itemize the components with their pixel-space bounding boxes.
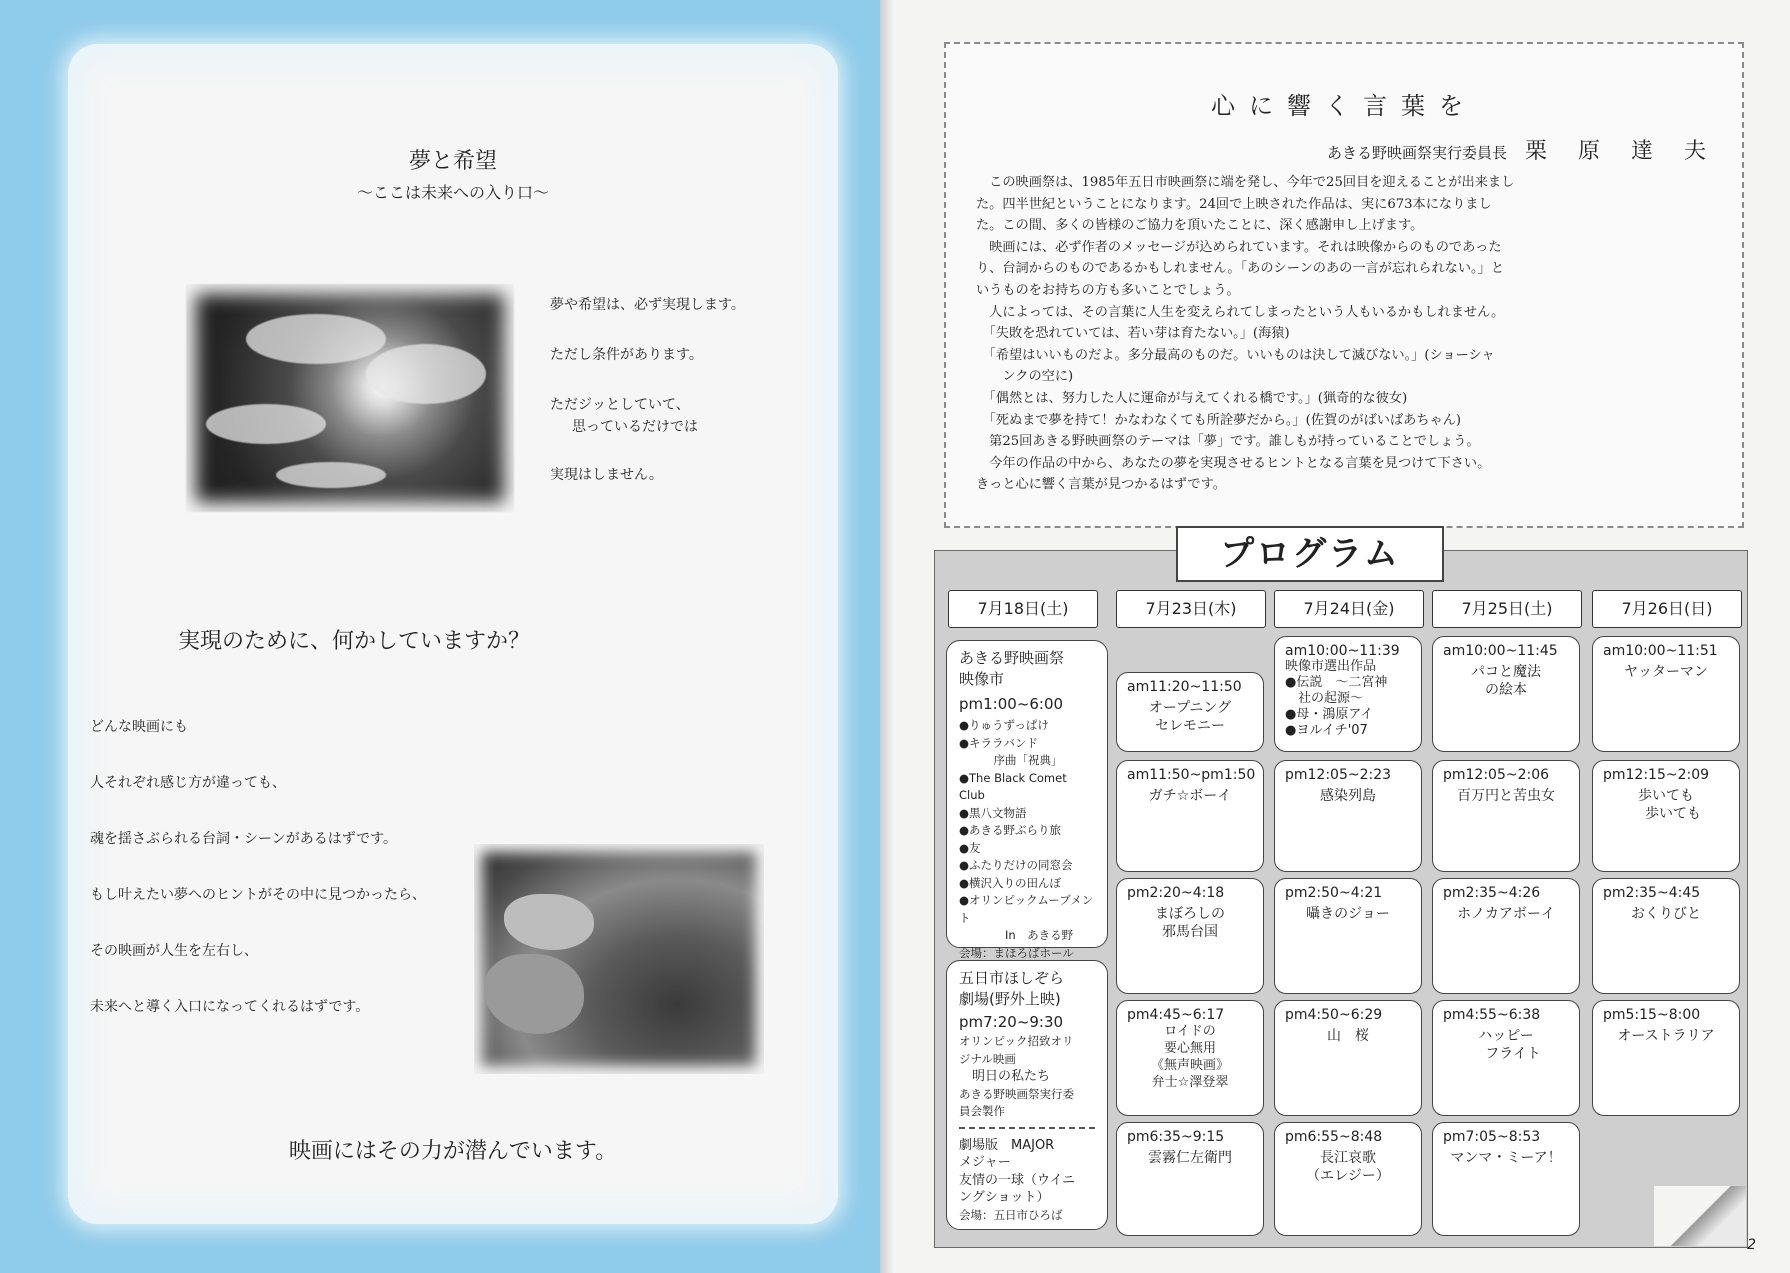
cell-title: 雲霧仁左衛門 xyxy=(1148,1150,1232,1166)
cloud-shape xyxy=(366,344,486,404)
cell-title: 感染列島 xyxy=(1320,788,1376,804)
cell-title: おくりびと xyxy=(1631,906,1701,922)
block-item: ●The Black Comet Club xyxy=(959,770,1067,802)
cell-title: オープニング セレモニー xyxy=(1148,700,1232,734)
cell-time: pm6:35~9:15 xyxy=(1127,1129,1225,1145)
left-content-panel xyxy=(68,44,838,1224)
cell-time: pm6:55~8:48 xyxy=(1285,1129,1383,1145)
block-time: pm7:20~9:30 xyxy=(959,1013,1064,1031)
message-line: 人によっては、その言葉に人生を変えられてしまったという人もいるかもしれません。 xyxy=(976,304,1505,320)
body-line: 魂を揺さぶられる台詞・シーンがあるはずです。 xyxy=(90,831,398,847)
program-cell xyxy=(1116,1122,1264,1236)
date-header: 7月18日(土) xyxy=(948,590,1098,628)
body-line: もし叶えたい夢へのヒントがその中に見つかったら、 xyxy=(90,887,426,903)
cell-title: 囁きのジョー xyxy=(1306,906,1390,922)
cell-time: pm2:35~4:26 xyxy=(1443,885,1541,901)
cell-title: ヤッターマン xyxy=(1624,664,1708,680)
water-basin-photo xyxy=(474,844,764,1074)
cell-time: pm2:35~4:45 xyxy=(1603,885,1701,901)
cell-time: am10:00~11:51 xyxy=(1603,643,1718,659)
body-line: その映画が人生を左右し、 xyxy=(90,943,258,959)
cell-title: まぼろしの 邪馬台国 xyxy=(1155,906,1225,940)
poem-line: 夢や希望は、必ず実現します。 xyxy=(550,297,745,313)
body-line: 未来へと導く入口になってくれるはずです。 xyxy=(90,999,370,1015)
program-cell xyxy=(1116,1000,1264,1116)
date-header: 7月26日(日) xyxy=(1592,590,1742,628)
day1-block-hoshizora xyxy=(946,960,1108,1230)
block-item: ●横沢入りの田んぼ xyxy=(959,875,1062,890)
date-header: 7月25日(土) xyxy=(1432,590,1582,628)
cell-time: pm4:50~6:29 xyxy=(1285,1007,1383,1023)
program-cell xyxy=(1432,1122,1580,1236)
program-cell xyxy=(1116,760,1264,872)
block-item: 会場：五日市ひろば xyxy=(959,1207,1063,1222)
program-cell xyxy=(1274,1122,1422,1236)
program-cell xyxy=(1116,878,1264,994)
page-curl-decoration xyxy=(1654,1186,1746,1246)
section-question: 実現のために、何かしていますか？ xyxy=(178,629,531,654)
program-cell xyxy=(1592,760,1740,872)
cell-time: pm4:45~6:17 xyxy=(1127,1007,1225,1023)
block-item: ●あきる野ぶらり旅 xyxy=(959,823,1062,837)
message-line: 映画には、必ず作者のメッセージが込められています。それは映像からのものであった xyxy=(976,239,1502,255)
page-title: 夢と希望 xyxy=(408,149,497,174)
date-header: 7月23日(木) xyxy=(1116,590,1266,628)
message-line: 今年の作品の中から、あなたの夢を実現させるヒントとなる言葉を見つけて下さい。 xyxy=(976,455,1491,471)
block-item: ●キララバンド xyxy=(959,735,1039,750)
cell-title: 歩いても 歩いても xyxy=(1638,788,1701,822)
program-cell xyxy=(1432,878,1580,994)
message-line: 第25回あきる野映画祭のテーマは「夢」です。誰しもが持っていることでしょう。 xyxy=(976,434,1480,450)
block-item: 友情の一球（ウイニ xyxy=(959,1172,1076,1188)
right-page xyxy=(894,0,1790,1273)
program-cell xyxy=(1432,760,1580,872)
left-page xyxy=(0,0,880,1273)
program-cell xyxy=(1592,878,1740,994)
body-line: どんな映画にも xyxy=(90,719,188,735)
cell-time: pm5:15~8:00 xyxy=(1603,1007,1701,1023)
message-line: 「偶然とは、努力した人に運命が与えてくれる橋です。」(猟奇的な彼女) xyxy=(976,390,1408,406)
page-number: 2 xyxy=(1747,1237,1756,1253)
block-item: あきる野映画祭実行委 xyxy=(959,1086,1074,1101)
message-line: きっと心に響く言葉が見つかるはずです。 xyxy=(976,477,1226,493)
block-item: ●ふたりだけの同窓会 xyxy=(959,858,1073,872)
block-item: ●りゅうずっぱけ xyxy=(959,718,1049,732)
sky-photo xyxy=(186,284,514,512)
program-cell xyxy=(1592,1000,1740,1116)
cell-time: am10:00~11:39 xyxy=(1285,643,1400,659)
message-line: た。四半世紀ということになります。24回で上映された作品は、実に673本になりまし xyxy=(976,196,1492,212)
program-cell xyxy=(1592,636,1740,752)
block-title: 劇場版 MAJOR xyxy=(959,1137,1055,1153)
cell-title: 映像市選出作品 ●伝説 〜二宮神 社の起源〜 ●母・鴻原アイ ●ヨルイチ'07 xyxy=(1285,659,1388,738)
author-name: 栗 原 達 夫 xyxy=(1525,139,1718,164)
cell-time: pm12:05~2:06 xyxy=(1443,767,1550,783)
poem-line: 実現はしません。 xyxy=(550,467,663,483)
cell-time: am11:50~pm1:50 xyxy=(1127,767,1256,783)
block-item: 明日の私たち xyxy=(959,1069,1051,1084)
page-subtitle: 〜ここは未来への入り口〜 xyxy=(356,183,549,202)
message-line: 「希望はいいものだよ。多分最高のものだ。いいものは決して滅びない。」(ショーシャ xyxy=(976,347,1495,363)
program-cell xyxy=(1116,672,1264,752)
block-item: メジャー xyxy=(959,1155,1011,1170)
program-cell xyxy=(1274,636,1422,752)
program-cell xyxy=(1274,1000,1422,1116)
poem-line: ただし条件があります。 xyxy=(550,347,703,363)
message-title: 心に響く言葉を xyxy=(1211,92,1477,120)
message-line: 「失敗を恐れていては、若い芽は育たない。」(海猿) xyxy=(976,326,1290,342)
message-frame xyxy=(944,42,1744,528)
cell-time: pm4:55~6:38 xyxy=(1443,1007,1541,1023)
closing-line: 映画にはその力が潜んでいます。 xyxy=(288,1139,618,1164)
cell-title: 百万円と苦虫女 xyxy=(1457,788,1555,804)
block-item: In あきる野 xyxy=(959,928,1074,942)
block-item: ●黒八文物語 xyxy=(959,805,1027,820)
message-author xyxy=(1327,134,1718,165)
message-line: た。この間、多くの皆様のご協力を頂いたことに、深く感謝申し上げます。 xyxy=(976,218,1424,234)
cell-title: ガチ☆ボーイ xyxy=(1148,788,1232,804)
cell-time: pm12:15~2:09 xyxy=(1603,767,1710,783)
book-spine xyxy=(880,0,894,1273)
program-title: プログラム xyxy=(1176,526,1444,582)
cell-title: オーストラリア xyxy=(1617,1028,1715,1044)
cell-time: am10:00~11:45 xyxy=(1443,643,1558,659)
message-line: り、台詞からのものであるかもしれません。「あのシーンのあの一言が忘れられない。」と xyxy=(976,261,1505,277)
block-item: ●友 xyxy=(959,840,981,855)
program-cell xyxy=(1274,760,1422,872)
program-cell xyxy=(1432,636,1580,752)
block-item: 会場：まほろばホール xyxy=(959,945,1074,960)
block-title: あきる野映画祭 映像市 xyxy=(959,649,1065,688)
rock-shape xyxy=(504,894,594,950)
body-line: 人それぞれ感じ方が違っても、 xyxy=(90,775,286,791)
cell-title: ロイドの 要心無用 《無声映画》 弁士☆澤登翠 xyxy=(1150,1024,1229,1090)
block-item: ●オリンピックムーブメント xyxy=(959,893,1094,925)
cloud-shape xyxy=(246,314,386,364)
program-cell xyxy=(1274,878,1422,994)
cell-time: pm12:05~2:23 xyxy=(1285,767,1392,783)
cell-time: pm2:50~4:21 xyxy=(1285,885,1383,901)
cell-time: am11:20~11:50 xyxy=(1127,679,1242,695)
poem-line: ただジッとしていて、 xyxy=(550,397,690,413)
block-item: ングショット） xyxy=(959,1190,1050,1205)
cell-time: pm7:05~8:53 xyxy=(1443,1129,1541,1145)
message-line: ンクの空に) xyxy=(976,369,1074,385)
message-line: 「死ぬまで夢を持て！かなわなくても所詮夢だから。」(佐賀のがばいばあちゃん) xyxy=(976,412,1462,428)
cell-title: 長江哀歌 （エレジー） xyxy=(1306,1150,1390,1184)
block-item: オリンピック招致オリ xyxy=(959,1034,1074,1048)
message-line: いうものをお持ちの方も多いことでしょう。 xyxy=(976,282,1240,298)
cell-time: pm2:20~4:18 xyxy=(1127,885,1225,901)
poem-line: 思っているだけでは xyxy=(572,419,698,435)
block-item: 序曲「祝典」 xyxy=(959,753,1063,767)
cloud-shape xyxy=(206,404,326,444)
message-line: この映画祭は、1985年五日市映画祭に端を発し、今年で25回目を迎えることが出来まし xyxy=(976,175,1515,190)
block-time: pm1:00~6:00 xyxy=(959,695,1064,713)
cell-title: ハッピー フライト xyxy=(1478,1028,1541,1062)
block-item: ジナル映画 xyxy=(959,1051,1016,1066)
block-item: 員会製作 xyxy=(959,1104,1005,1118)
cell-title: マンマ・ミーア！ xyxy=(1450,1150,1562,1166)
cloud-shape xyxy=(276,462,386,488)
date-header: 7月24日(金) xyxy=(1274,590,1424,628)
author-role: あきる野映画祭実行委員長 xyxy=(1327,144,1508,162)
block-title: 五日市ほしぞら 劇場(野外上映) xyxy=(959,969,1065,1008)
cell-title: パコと魔法 の絵本 xyxy=(1471,664,1541,698)
program-cell xyxy=(1432,1000,1580,1116)
rock-shape xyxy=(484,954,584,1034)
message-body xyxy=(976,172,1716,496)
day1-block-eizoichi xyxy=(946,640,1108,960)
divider xyxy=(959,1127,1095,1129)
cell-title: 山 桜 xyxy=(1327,1028,1369,1044)
cell-title: ホノカアボーイ xyxy=(1457,906,1555,922)
